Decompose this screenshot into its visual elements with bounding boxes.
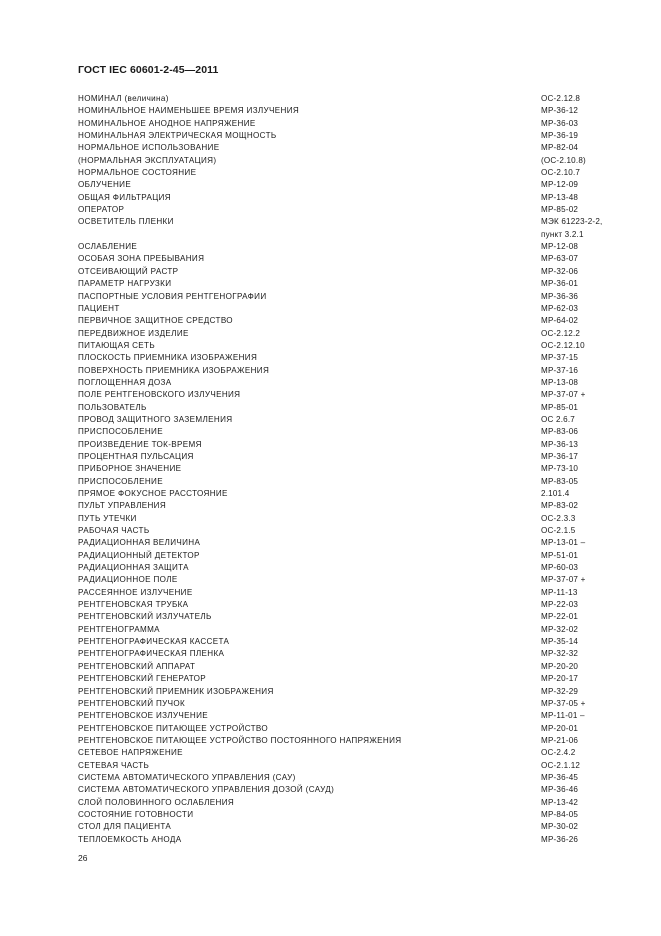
- index-term: РАДИАЦИОННЫЙ ДЕТЕКТОР: [78, 550, 200, 560]
- index-term: РЕНТГЕНОВСКАЯ ТРУБКА: [78, 600, 189, 610]
- index-reference: МР-36-26: [541, 834, 579, 844]
- index-row: [78, 710, 618, 722]
- index-term: НОМИНАЛЬНОЕ АНОДНОЕ НАПРЯЖЕНИЕ: [78, 118, 256, 128]
- index-term: ПИТАЮЩАЯ СЕТЬ: [78, 340, 156, 350]
- index-reference: МР-36-19: [541, 131, 579, 141]
- index-reference: МР-13-01 –: [541, 538, 586, 548]
- index-reference: МР-36-17: [541, 451, 579, 461]
- index-term: СЕТЕВАЯ ЧАСТЬ: [78, 760, 150, 770]
- index-row: [78, 365, 618, 377]
- index-reference: МР-83-05: [541, 476, 579, 486]
- index-term: ПРОВОД ЗАЩИТНОГО ЗАЗЕМЛЕНИЯ: [78, 414, 233, 424]
- index-term: РЕНТГЕНОГРАММА: [78, 624, 160, 634]
- index-reference: МР-36-13: [541, 439, 579, 449]
- index-term: РАССЕЯННОЕ ИЗЛУЧЕНИЕ: [78, 587, 193, 597]
- index-row: [78, 537, 618, 549]
- index-reference: ОС-2.1.12: [541, 760, 581, 770]
- index-term: ПРИСПОСОБЛЕНИЕ: [78, 476, 163, 486]
- index-row: [78, 118, 618, 130]
- index-term: НОМИНАЛ (величина): [78, 94, 169, 103]
- index-term: РЕНТГЕНОГРАФИЧЕСКАЯ ПЛЕНКА: [78, 649, 225, 659]
- index-row: [78, 426, 618, 438]
- index-reference: МР-20-20: [541, 661, 579, 671]
- index-term: НОРМАЛЬНОЕ СОСТОЯНИЕ: [78, 168, 197, 178]
- index-term: ПЕРВИЧНОЕ ЗАЩИТНОЕ СРЕДСТВО: [78, 316, 233, 326]
- index-row: [78, 784, 618, 796]
- index-row: [78, 303, 618, 315]
- index-row: [78, 377, 618, 389]
- index-term: СИСТЕМА АВТОМАТИЧЕСКОГО УПРАВЛЕНИЯ (САУ): [78, 772, 296, 782]
- index-row: [78, 291, 618, 303]
- index-row: [78, 179, 618, 191]
- index-reference: МР-37-15: [541, 353, 579, 363]
- index-reference: МР-21-06: [541, 735, 579, 745]
- index-reference: МР-85-02: [541, 205, 579, 215]
- index-reference: МР-20-01: [541, 723, 579, 733]
- index-term: РАБОЧАЯ ЧАСТЬ: [78, 526, 150, 536]
- index-row: [78, 760, 618, 772]
- index-reference: МР-85-01: [541, 402, 579, 412]
- page-number: 26: [78, 853, 88, 863]
- terms-index-list: [78, 93, 618, 846]
- index-term: ПОГЛОЩЕННАЯ ДОЗА: [78, 377, 172, 387]
- index-reference: МР-73-10: [541, 464, 579, 474]
- index-row: [78, 686, 618, 698]
- index-reference: МР-36-46: [541, 785, 579, 795]
- index-reference: МР-32-06: [541, 266, 579, 276]
- index-term: РАДИАЦИОННАЯ ЗАЩИТА: [78, 563, 189, 573]
- index-term: ПАРАМЕТР НАГРУЗКИ: [78, 279, 172, 289]
- index-row: [78, 488, 618, 500]
- index-row: [78, 278, 618, 290]
- index-reference: ОС-2.1.5: [541, 526, 576, 536]
- index-term: ТЕПЛОЕМКОСТЬ АНОДА: [78, 834, 182, 844]
- index-term: НОМИНАЛЬНАЯ ЭЛЕКТРИЧЕСКАЯ МОЩНОСТЬ: [78, 131, 277, 141]
- index-reference: МР-83-02: [541, 501, 579, 511]
- index-term: СОСТОЯНИЕ ГОТОВНОСТИ: [78, 809, 194, 819]
- index-row: [78, 513, 618, 525]
- index-term: НОРМАЛЬНОЕ ИСПОЛЬЗОВАНИЕ: [78, 143, 220, 153]
- index-term: ПУЛЬТ УПРАВЛЕНИЯ: [78, 501, 167, 511]
- index-row: [78, 698, 618, 710]
- index-reference: МР-12-09: [541, 180, 579, 190]
- index-term: ПРЯМОЕ ФОКУСНОЕ РАССТОЯНИЕ: [78, 489, 228, 498]
- index-reference: МР-32-02: [541, 624, 579, 634]
- index-reference: МР-37-16: [541, 365, 579, 375]
- index-term: ОБЩАЯ ФИЛЬТРАЦИЯ: [78, 192, 171, 202]
- index-row: [78, 673, 618, 685]
- index-row: [78, 636, 618, 648]
- index-term: РЕНТГЕНОВСКИЙ ПУЧОК: [78, 698, 186, 708]
- index-term: ПРОЦЕНТНАЯ ПУЛЬСАЦИЯ: [78, 451, 194, 461]
- index-term: ОСВЕТИТЕЛЬ ПЛЕНКИ: [78, 217, 174, 227]
- index-term: РАДИАЦИОННОЕ ПОЛЕ: [78, 575, 178, 585]
- index-row: [78, 352, 618, 364]
- index-row: [78, 389, 618, 401]
- index-term: ПОЛЕ РЕНТГЕНОВСКОГО ИЗЛУЧЕНИЯ: [78, 390, 241, 400]
- index-row: [78, 821, 618, 833]
- index-term: ПАЦИЕНТ: [78, 303, 120, 313]
- index-reference: МР-13-08: [541, 377, 579, 387]
- index-row: [78, 229, 618, 241]
- index-term: ПЕРЕДВИЖНОЕ ИЗДЕЛИЕ: [78, 328, 189, 338]
- index-term: РЕНТГЕНОВСКОЕ ПИТАЮЩЕЕ УСТРОЙСТВО ПОСТОЯННОГО НАПРЯЖЕНИЯ: [78, 735, 402, 745]
- index-term: ПОВЕРХНОСТЬ ПРИЕМНИКА ИЗОБРАЖЕНИЯ: [78, 365, 270, 375]
- index-reference: МР-30-02: [541, 822, 579, 832]
- index-term: ПУТЬ УТЕЧКИ: [78, 513, 137, 523]
- index-reference: 2.101.4: [541, 489, 570, 498]
- index-row: [78, 735, 618, 747]
- index-reference: ОС-2.12.2: [541, 328, 581, 338]
- index-row: [78, 315, 618, 327]
- index-term: ПРОИЗВЕДЕНИЕ ТОК-ВРЕМЯ: [78, 439, 202, 449]
- index-term: РЕНТГЕНОВСКИЙ ПРИЕМНИК ИЗОБРАЖЕНИЯ: [78, 686, 274, 696]
- index-row: [78, 402, 618, 414]
- index-row: [78, 809, 618, 821]
- index-reference: МР-32-29: [541, 686, 579, 696]
- index-term: РЕНТГЕНОГРАФИЧЕСКАЯ КАССЕТА: [78, 637, 230, 647]
- index-reference: МР-36-03: [541, 118, 579, 128]
- index-row: [78, 797, 618, 809]
- index-row: [78, 253, 618, 265]
- index-row: [78, 834, 618, 846]
- index-reference: МР-35-14: [541, 637, 579, 647]
- index-term: РЕНТГЕНОВСКИЙ ГЕНЕРАТОР: [78, 674, 207, 684]
- index-term: ОСЛАБЛЕНИЕ: [78, 242, 138, 252]
- index-reference: МР-83-06: [541, 427, 579, 437]
- index-row: [78, 105, 618, 117]
- index-term: ОПЕРАТОР: [78, 205, 125, 215]
- index-reference: (ОС-2.10.8): [541, 155, 586, 165]
- index-term: РЕНТГЕНОВСКИЙ ИЗЛУЧАТЕЛЬ: [78, 612, 212, 622]
- index-reference: МР-84-05: [541, 809, 579, 819]
- index-row: [78, 723, 618, 735]
- index-row: [78, 599, 618, 611]
- index-row: [78, 611, 618, 623]
- index-row: [78, 550, 618, 562]
- index-term: ПОЛЬЗОВАТЕЛЬ: [78, 402, 147, 412]
- index-term: (НОРМАЛЬНАЯ ЭКСПЛУАТАЦИЯ): [78, 155, 217, 165]
- index-reference: пункт 3.2.1: [541, 229, 584, 239]
- index-term: РЕНТГЕНОВСКИЙ АППАРАТ: [78, 661, 196, 671]
- index-row: [78, 241, 618, 253]
- index-row: [78, 167, 618, 179]
- index-row: [78, 204, 618, 216]
- index-reference: МР-11-01 –: [541, 711, 585, 721]
- index-reference: МР-22-03: [541, 600, 579, 610]
- index-row: [78, 562, 618, 574]
- index-row: [78, 500, 618, 512]
- index-term: ПАСПОРТНЫЕ УСЛОВИЯ РЕНТГЕНОГРАФИИ: [78, 291, 267, 301]
- index-term: ПЛОСКОСТЬ ПРИЕМНИКА ИЗОБРАЖЕНИЯ: [78, 353, 258, 363]
- index-reference: МР-37-05 +: [541, 698, 586, 708]
- index-row: [78, 772, 618, 784]
- index-term: ОСОБАЯ ЗОНА ПРЕБЫВАНИЯ: [78, 254, 205, 264]
- index-reference: МР-63-07: [541, 254, 579, 264]
- index-reference: МР-36-01: [541, 279, 579, 289]
- index-reference: ОС-2.12.10: [541, 340, 585, 350]
- index-reference: МР-37-07 +: [541, 575, 586, 585]
- index-row: [78, 192, 618, 204]
- index-reference: МР-51-01: [541, 550, 579, 560]
- index-reference: МР-64-02: [541, 316, 579, 326]
- index-row: [78, 476, 618, 488]
- index-row: [78, 266, 618, 278]
- index-reference: ОС-2.10.7: [541, 168, 581, 178]
- index-term: РЕНТГЕНОВСКОЕ ИЗЛУЧЕНИЕ: [78, 711, 209, 721]
- index-term: ОТСЕИВАЮЩИЙ РАСТР: [78, 266, 179, 276]
- index-reference: МР-62-03: [541, 303, 579, 313]
- index-term: СТОЛ ДЛЯ ПАЦИЕНТА: [78, 822, 172, 832]
- index-reference: МР-13-48: [541, 192, 579, 202]
- index-row: [78, 142, 618, 154]
- index-row: [78, 328, 618, 340]
- index-row: [78, 747, 618, 759]
- document-header: ГОСТ IEC 60601-2-45—2011: [78, 64, 219, 76]
- index-reference: МР-22-01: [541, 612, 579, 622]
- index-term: [78, 229, 541, 241]
- index-row: [78, 414, 618, 426]
- index-term: СЕТЕВОЕ НАПРЯЖЕНИЕ: [78, 748, 183, 758]
- index-reference: МР-20-17: [541, 674, 579, 684]
- index-row: [78, 451, 618, 463]
- index-term: НОМИНАЛЬНОЕ НАИМЕНЬШЕЕ ВРЕМЯ ИЗЛУЧЕНИЯ: [78, 106, 300, 116]
- index-row: [78, 155, 618, 167]
- index-row: [78, 587, 618, 599]
- index-reference: МР-12-08: [541, 242, 579, 252]
- index-reference: ОС-2.12.8: [541, 94, 581, 103]
- index-term: СИСТЕМА АВТОМАТИЧЕСКОГО УПРАВЛЕНИЯ ДОЗОЙ (САУД): [78, 785, 335, 795]
- index-term: ПРИСПОСОБЛЕНИЕ: [78, 427, 163, 437]
- index-reference: МР-36-36: [541, 291, 579, 301]
- index-row: [78, 648, 618, 660]
- index-row: [78, 661, 618, 673]
- index-reference: МР-60-03: [541, 563, 579, 573]
- index-row: [78, 463, 618, 475]
- index-term: РЕНТГЕНОВСКОЕ ПИТАЮЩЕЕ УСТРОЙСТВО: [78, 723, 269, 733]
- index-row: [78, 525, 618, 537]
- index-row: [78, 130, 618, 142]
- index-term: ПРИБОРНОЕ ЗНАЧЕНИЕ: [78, 464, 182, 474]
- index-reference: МР-82-04: [541, 143, 579, 153]
- index-reference: МЭК 61223-2-2,: [541, 217, 603, 227]
- index-row: [78, 340, 618, 352]
- index-term: РАДИАЦИОННАЯ ВЕЛИЧИНА: [78, 538, 201, 548]
- index-reference: МР-11-13: [541, 587, 578, 597]
- index-reference: МР-37-07 +: [541, 390, 586, 400]
- index-row: [78, 216, 618, 228]
- index-term: ОБЛУЧЕНИЕ: [78, 180, 132, 190]
- index-reference: ОС 2.6.7: [541, 414, 575, 424]
- index-row: [78, 574, 618, 586]
- index-term: СЛОЙ ПОЛОВИННОГО ОСЛАБЛЕНИЯ: [78, 797, 235, 807]
- index-reference: МР-36-45: [541, 772, 579, 782]
- index-reference: ОС-2.3.3: [541, 513, 576, 523]
- index-reference: МР-32-32: [541, 649, 579, 659]
- index-row: [78, 624, 618, 636]
- index-row: [78, 439, 618, 451]
- index-reference: МР-36-12: [541, 106, 579, 116]
- index-reference: МР-13-42: [541, 797, 579, 807]
- index-row: [78, 93, 618, 105]
- index-reference: ОС-2.4.2: [541, 748, 576, 758]
